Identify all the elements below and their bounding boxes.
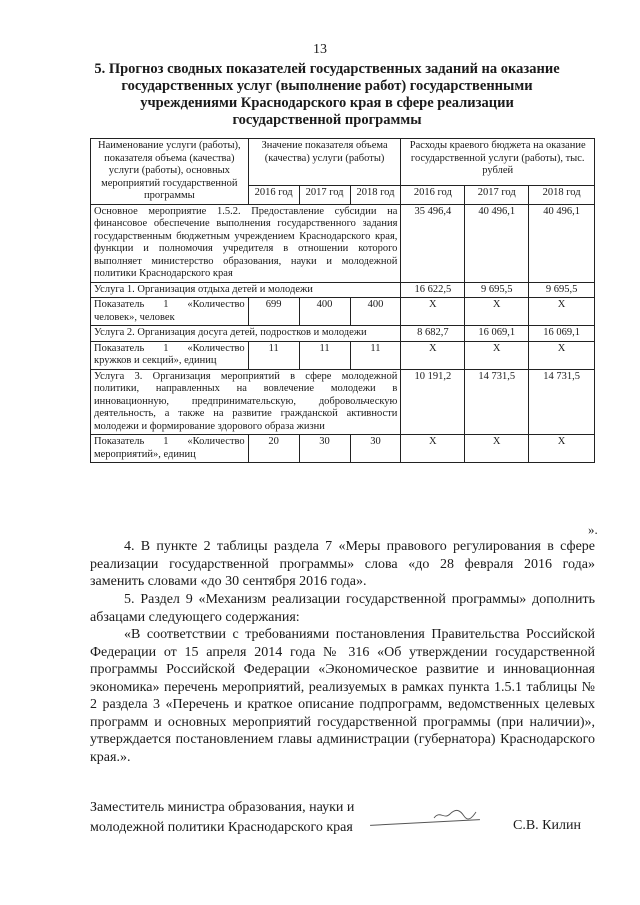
row-expense-2018: X — [529, 298, 595, 326]
table-row — [91, 341, 595, 369]
table-row — [91, 282, 595, 298]
row-value-2016: 11 — [248, 341, 299, 369]
header-year-2018-expense: 2018 год — [529, 186, 595, 204]
header-service-name: Наименование услуги (работы), показателя объема (качества) услуги (работы), основных мероприятий государственной программы — [91, 139, 249, 205]
section-heading: 5. Прогноз сводных показателей государственных заданий на оказание государственных услуг (выполнение работ) государственными учреждениями Краснодарского края в сфере реализации государственной программы — [94, 61, 560, 128]
header-indicator-value: Значение показателя объема (качества) услуги (работы) — [248, 139, 401, 186]
header-budget-expenses: Расходы краевого бюджета на оказание государственной услуги (работы), тыс. рублей — [401, 139, 595, 186]
row-expense-2018: 9 695,5 — [529, 282, 595, 298]
header-year-2017-expense: 2017 год — [465, 186, 529, 204]
row-description: Показатель 1 «Количество кружков и секций», единиц — [91, 341, 249, 369]
row-expense-2017: X — [465, 435, 529, 463]
table-row — [91, 369, 595, 435]
table-header-row — [91, 139, 595, 186]
row-expense-2016: 8 682,7 — [401, 326, 465, 342]
row-description: Основное мероприятие 1.5.2. Предоставление субсидии на финансовое обеспечение выполнения государственного задания государственным бюджетным учреждением Краснодарского края, функции и полномочия учредителя в отношении которого выполняет министерство образования, науки и молодежной политики Краснодарского края — [91, 204, 401, 282]
row-expense-2017: 16 069,1 — [465, 326, 529, 342]
row-expense-2017: 14 731,5 — [465, 369, 529, 435]
forecast-table — [90, 138, 595, 463]
table-row — [91, 298, 595, 326]
row-expense-2016: X — [401, 341, 465, 369]
closing-quote: ». — [588, 522, 598, 537]
header-year-2016-expense: 2016 год — [401, 186, 465, 204]
row-value-2018: 30 — [350, 435, 401, 463]
row-value-2017: 30 — [299, 435, 350, 463]
page-number: 13 — [313, 42, 327, 57]
row-value-2017: 400 — [299, 298, 350, 326]
row-expense-2018: 40 496,1 — [529, 204, 595, 282]
row-expense-2017: X — [465, 298, 529, 326]
row-expense-2017: 40 496,1 — [465, 204, 529, 282]
row-value-2017: 11 — [299, 341, 350, 369]
row-description: Услуга 1. Организация отдыха детей и молодежи — [91, 282, 401, 298]
row-expense-2017: X — [465, 341, 529, 369]
row-value-2018: 400 — [350, 298, 401, 326]
paragraph-5-addition: «В соответствии с требованиями постановления Правительства Российской Федерации от 15 апреля 2014 года № 316 «Об утверждении государственной программы Российской Федерации «Экономическое развитие и инновационная экономика» перечень мероприятий, реализуемых в рамках пункта 1.5.1 таблицы № 2 раздела 3 «Перечень и краткое описание подпрограмм, ведомственных целевых программ и основных мероприятий государственной программы (при наличии)», утверждается постановлением главы администрации (губернатора) Краснодарского края.». — [90, 627, 595, 765]
row-expense-2018: 14 731,5 — [529, 369, 595, 435]
paragraph-5: 5. Раздел 9 «Механизм реализации государственной программы» дополнить абзацами следующего содержания: — [90, 592, 595, 625]
row-value-2016: 699 — [248, 298, 299, 326]
signatory-name: С.В. Килин — [513, 818, 581, 833]
row-description: Показатель 1 «Количество мероприятий», единиц — [91, 435, 249, 463]
row-expense-2018: X — [529, 435, 595, 463]
signatory-position-line2: молодежной политики Краснодарского края — [90, 820, 353, 835]
row-expense-2016: X — [401, 435, 465, 463]
handwritten-signature — [432, 806, 478, 824]
row-expense-2016: 35 496,4 — [401, 204, 465, 282]
table-row — [91, 204, 595, 282]
row-description: Услуга 3. Организация мероприятий в сфере молодежной политики, направленных на вовлечение молодежи в инновационную, предпринимательскую, добровольческую деятельность, а также на развитие гражданской активности молодежи и формирование здорового образа жизни — [91, 369, 401, 435]
table-row — [91, 326, 595, 342]
row-value-2018: 11 — [350, 341, 401, 369]
row-expense-2016: X — [401, 298, 465, 326]
row-expense-2017: 9 695,5 — [465, 282, 529, 298]
row-expense-2018: X — [529, 341, 595, 369]
header-year-2016-value: 2016 год — [248, 186, 299, 204]
row-description: Показатель 1 «Количество человек», человек — [91, 298, 249, 326]
row-value-2016: 20 — [248, 435, 299, 463]
signatory-position-line1: Заместитель министра образования, науки и — [90, 800, 355, 815]
row-expense-2018: 16 069,1 — [529, 326, 595, 342]
row-description: Услуга 2. Организация досуга детей, подростков и молодежи — [91, 326, 401, 342]
paragraph-4: 4. В пункте 2 таблицы раздела 7 «Меры правового регулирования в сфере реализации государственной программы» слова «до 28 февраля 2016 года» заменить словами «до 30 сентября 2016 года». — [90, 539, 595, 589]
row-expense-2016: 16 622,5 — [401, 282, 465, 298]
signatory-position — [90, 798, 354, 838]
table-row — [91, 435, 595, 463]
row-expense-2016: 10 191,2 — [401, 369, 465, 435]
header-year-2018-value: 2018 год — [350, 186, 401, 204]
header-year-2017-value: 2017 год — [299, 186, 350, 204]
